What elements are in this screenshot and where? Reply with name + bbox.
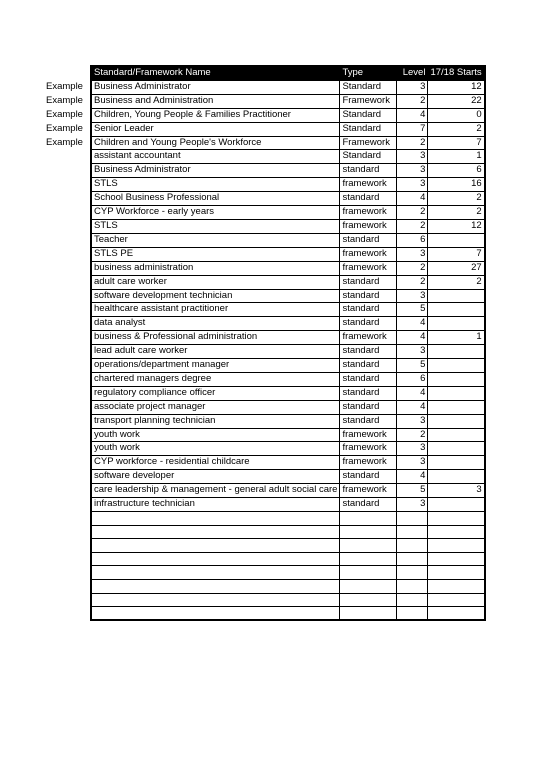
cell-starts[interactable]: 1 [428, 150, 485, 164]
cell-starts[interactable] [428, 386, 485, 400]
empty-cell[interactable] [397, 607, 428, 621]
table-row [91, 372, 485, 386]
cell-level[interactable]: 2 [397, 136, 428, 150]
empty-cell[interactable] [91, 607, 340, 621]
table-row [91, 261, 485, 275]
cell-type[interactable]: Standard [340, 122, 397, 136]
cell-type[interactable]: standard [340, 386, 397, 400]
empty-cell[interactable] [340, 552, 397, 566]
header-type[interactable]: Type [340, 66, 397, 80]
cell-level[interactable]: 3 [397, 164, 428, 178]
table-row [91, 150, 485, 164]
cell-type[interactable]: framework [340, 206, 397, 220]
cell-starts[interactable]: 16 [428, 178, 485, 192]
cell-starts[interactable] [428, 233, 485, 247]
cell-type[interactable]: framework [340, 428, 397, 442]
cell-type[interactable]: standard [340, 372, 397, 386]
empty-cell[interactable] [91, 552, 340, 566]
empty-cell[interactable] [91, 566, 340, 580]
table-row [91, 428, 485, 442]
cell-name[interactable]: business administration [91, 261, 340, 275]
cell-type[interactable]: standard [340, 275, 397, 289]
empty-cell[interactable] [397, 579, 428, 593]
example-label: Example [46, 123, 83, 135]
cell-name[interactable]: School Business Professional [91, 192, 340, 206]
cell-name[interactable]: data analyst [91, 317, 340, 331]
cell-level[interactable]: 3 [397, 150, 428, 164]
cell-starts[interactable] [428, 303, 485, 317]
cell-level[interactable]: 4 [397, 192, 428, 206]
example-label: Example [46, 137, 83, 149]
cell-level[interactable]: 3 [397, 178, 428, 192]
cell-starts[interactable]: 2 [428, 275, 485, 289]
cell-name[interactable]: STLS PE [91, 247, 340, 261]
table-row [91, 219, 485, 233]
table-row [91, 275, 485, 289]
empty-row [91, 552, 485, 566]
cell-starts[interactable]: 1 [428, 331, 485, 345]
empty-cell[interactable] [91, 512, 340, 526]
cell-level[interactable]: 3 [397, 442, 428, 456]
cell-name[interactable]: Business and Administration [91, 94, 340, 108]
table-row [91, 289, 485, 303]
table-row [91, 484, 485, 498]
table-row [91, 345, 485, 359]
empty-cell[interactable] [340, 579, 397, 593]
empty-row [91, 512, 485, 526]
empty-cell[interactable] [428, 579, 485, 593]
cell-starts[interactable] [428, 442, 485, 456]
cell-level[interactable]: 2 [397, 219, 428, 233]
cell-level[interactable]: 3 [397, 345, 428, 359]
cell-name[interactable]: lead adult care worker [91, 345, 340, 359]
cell-type[interactable]: framework [340, 484, 397, 498]
cell-starts[interactable] [428, 456, 485, 470]
cell-starts[interactable] [428, 498, 485, 512]
cell-starts[interactable]: 27 [428, 261, 485, 275]
empty-cell[interactable] [397, 512, 428, 526]
cell-starts[interactable]: 2 [428, 206, 485, 220]
cell-name[interactable]: adult care worker [91, 275, 340, 289]
table-row [91, 317, 485, 331]
cell-level[interactable]: 3 [397, 498, 428, 512]
table-row [91, 303, 485, 317]
cell-starts[interactable] [428, 317, 485, 331]
table-row [91, 94, 485, 108]
cell-name[interactable]: CYP Workforce - early years [91, 206, 340, 220]
empty-cell[interactable] [340, 593, 397, 607]
cell-level[interactable]: 5 [397, 303, 428, 317]
cell-type[interactable]: framework [340, 178, 397, 192]
cell-type[interactable]: standard [340, 400, 397, 414]
empty-row [91, 579, 485, 593]
empty-cell[interactable] [428, 512, 485, 526]
cell-starts[interactable] [428, 428, 485, 442]
cell-type[interactable]: standard [340, 414, 397, 428]
cell-type[interactable]: standard [340, 359, 397, 373]
cell-starts[interactable]: 3 [428, 484, 485, 498]
cell-type[interactable]: Framework [340, 94, 397, 108]
cell-type[interactable]: framework [340, 442, 397, 456]
empty-cell[interactable] [91, 593, 340, 607]
cell-type[interactable]: framework [340, 247, 397, 261]
table-row [91, 247, 485, 261]
table-row [91, 122, 485, 136]
empty-cell[interactable] [340, 566, 397, 580]
apprenticeship-starts-table [90, 65, 486, 621]
cell-level[interactable]: 4 [397, 317, 428, 331]
table-row [91, 442, 485, 456]
empty-cell[interactable] [91, 579, 340, 593]
empty-cell[interactable] [91, 525, 340, 539]
cell-name[interactable]: care leadership & management - general adult social care [91, 484, 340, 498]
cell-level[interactable]: 5 [397, 484, 428, 498]
empty-row [91, 566, 485, 580]
cell-type[interactable]: standard [340, 164, 397, 178]
example-label: Example [46, 95, 83, 107]
empty-cell[interactable] [340, 512, 397, 526]
cell-level[interactable]: 3 [397, 414, 428, 428]
cell-level[interactable]: 3 [397, 456, 428, 470]
cell-name[interactable]: Children and Young People's Workforce [91, 136, 340, 150]
cell-type[interactable]: Framework [340, 136, 397, 150]
header-starts[interactable]: 17/18 Starts [428, 66, 485, 80]
cell-name[interactable]: regulatory compliance officer [91, 386, 340, 400]
cell-starts[interactable]: 6 [428, 164, 485, 178]
empty-cell[interactable] [397, 539, 428, 553]
cell-type[interactable]: standard [340, 345, 397, 359]
cell-type[interactable]: Standard [340, 108, 397, 122]
cell-level[interactable]: 2 [397, 261, 428, 275]
cell-starts[interactable]: 7 [428, 247, 485, 261]
header-name[interactable]: Standard/Framework Name [91, 66, 340, 80]
cell-type[interactable]: standard [340, 470, 397, 484]
cell-starts[interactable]: 12 [428, 219, 485, 233]
cell-starts[interactable]: 2 [428, 192, 485, 206]
cell-level[interactable]: 2 [397, 206, 428, 220]
table-row [91, 136, 485, 150]
cell-level[interactable]: 2 [397, 428, 428, 442]
empty-cell[interactable] [397, 525, 428, 539]
cell-level[interactable]: 4 [397, 108, 428, 122]
example-label: Example [46, 81, 83, 93]
cell-type[interactable]: Standard [340, 80, 397, 94]
cell-name[interactable]: CYP workforce - residential childcare [91, 456, 340, 470]
cell-starts[interactable] [428, 470, 485, 484]
cell-level[interactable]: 7 [397, 122, 428, 136]
cell-level[interactable]: 4 [397, 331, 428, 345]
header-row [91, 66, 485, 80]
cell-level[interactable]: 6 [397, 372, 428, 386]
cell-starts[interactable]: 12 [428, 80, 485, 94]
table-row [91, 108, 485, 122]
cell-name[interactable]: associate project manager [91, 400, 340, 414]
empty-cell[interactable] [428, 552, 485, 566]
table-row [91, 456, 485, 470]
empty-cell[interactable] [428, 566, 485, 580]
cell-name[interactable]: healthcare assistant practitioner [91, 303, 340, 317]
cell-type[interactable]: standard [340, 192, 397, 206]
empty-cell[interactable] [428, 539, 485, 553]
cell-name[interactable]: software development technician [91, 289, 340, 303]
table-row [91, 386, 485, 400]
table-row [91, 206, 485, 220]
cell-starts[interactable]: 2 [428, 122, 485, 136]
cell-level[interactable]: 4 [397, 386, 428, 400]
cell-name[interactable]: STLS [91, 219, 340, 233]
empty-cell[interactable] [428, 525, 485, 539]
cell-type[interactable]: standard [340, 289, 397, 303]
cell-level[interactable]: 3 [397, 80, 428, 94]
cell-name[interactable]: Business Administrator [91, 164, 340, 178]
table-row [91, 331, 485, 345]
table-row [91, 359, 485, 373]
cell-name[interactable]: business & Professional administration [91, 331, 340, 345]
table-row [91, 164, 485, 178]
empty-cell[interactable] [428, 607, 485, 621]
table-row [91, 192, 485, 206]
empty-row [91, 525, 485, 539]
table-row [91, 80, 485, 94]
empty-row [91, 593, 485, 607]
cell-starts[interactable] [428, 400, 485, 414]
cell-type[interactable]: Standard [340, 150, 397, 164]
table-row [91, 178, 485, 192]
cell-type[interactable]: standard [340, 498, 397, 512]
cell-name[interactable]: Children, Young People & Families Practitioner [91, 108, 340, 122]
cell-type[interactable]: standard [340, 233, 397, 247]
empty-row [91, 539, 485, 553]
cell-name[interactable]: youth work [91, 442, 340, 456]
table-row [91, 498, 485, 512]
cell-level[interactable]: 6 [397, 233, 428, 247]
empty-cell[interactable] [91, 539, 340, 553]
cell-starts[interactable]: 22 [428, 94, 485, 108]
empty-cell[interactable] [397, 593, 428, 607]
cell-type[interactable]: framework [340, 261, 397, 275]
cell-name[interactable]: assistant accountant [91, 150, 340, 164]
cell-name[interactable]: software developer [91, 470, 340, 484]
cell-name[interactable]: chartered managers degree [91, 372, 340, 386]
empty-cell[interactable] [340, 607, 397, 621]
empty-cell[interactable] [340, 539, 397, 553]
cell-name[interactable]: operations/department manager [91, 359, 340, 373]
cell-name[interactable]: Senior Leader [91, 122, 340, 136]
cell-level[interactable]: 3 [397, 289, 428, 303]
table-body [91, 66, 485, 620]
cell-level[interactable]: 4 [397, 400, 428, 414]
cell-starts[interactable]: 7 [428, 136, 485, 150]
cell-level[interactable]: 4 [397, 470, 428, 484]
cell-level[interactable]: 2 [397, 94, 428, 108]
cell-starts[interactable] [428, 359, 485, 373]
cell-name[interactable]: infrastructure technician [91, 498, 340, 512]
table-row [91, 414, 485, 428]
cell-type[interactable]: framework [340, 331, 397, 345]
cell-name[interactable]: Teacher [91, 233, 340, 247]
table-row [91, 470, 485, 484]
example-label: Example [46, 109, 83, 121]
cell-name[interactable]: transport planning technician [91, 414, 340, 428]
cell-type[interactable]: framework [340, 219, 397, 233]
empty-cell[interactable] [397, 552, 428, 566]
cell-type[interactable]: framework [340, 456, 397, 470]
empty-row [91, 607, 485, 621]
empty-cell[interactable] [397, 566, 428, 580]
empty-cell[interactable] [428, 593, 485, 607]
cell-starts[interactable]: 0 [428, 108, 485, 122]
cell-name[interactable]: Business Administrator [91, 80, 340, 94]
cell-name[interactable]: youth work [91, 428, 340, 442]
cell-type[interactable]: standard [340, 317, 397, 331]
cell-starts[interactable] [428, 289, 485, 303]
cell-starts[interactable] [428, 345, 485, 359]
cell-type[interactable]: standard [340, 303, 397, 317]
empty-cell[interactable] [340, 525, 397, 539]
table-row [91, 400, 485, 414]
table-row [91, 233, 485, 247]
cell-level[interactable]: 3 [397, 247, 428, 261]
cell-starts[interactable] [428, 372, 485, 386]
cell-name[interactable]: STLS [91, 178, 340, 192]
cell-level[interactable]: 5 [397, 359, 428, 373]
header-level[interactable]: Level [397, 66, 428, 80]
cell-starts[interactable] [428, 414, 485, 428]
cell-level[interactable]: 2 [397, 275, 428, 289]
